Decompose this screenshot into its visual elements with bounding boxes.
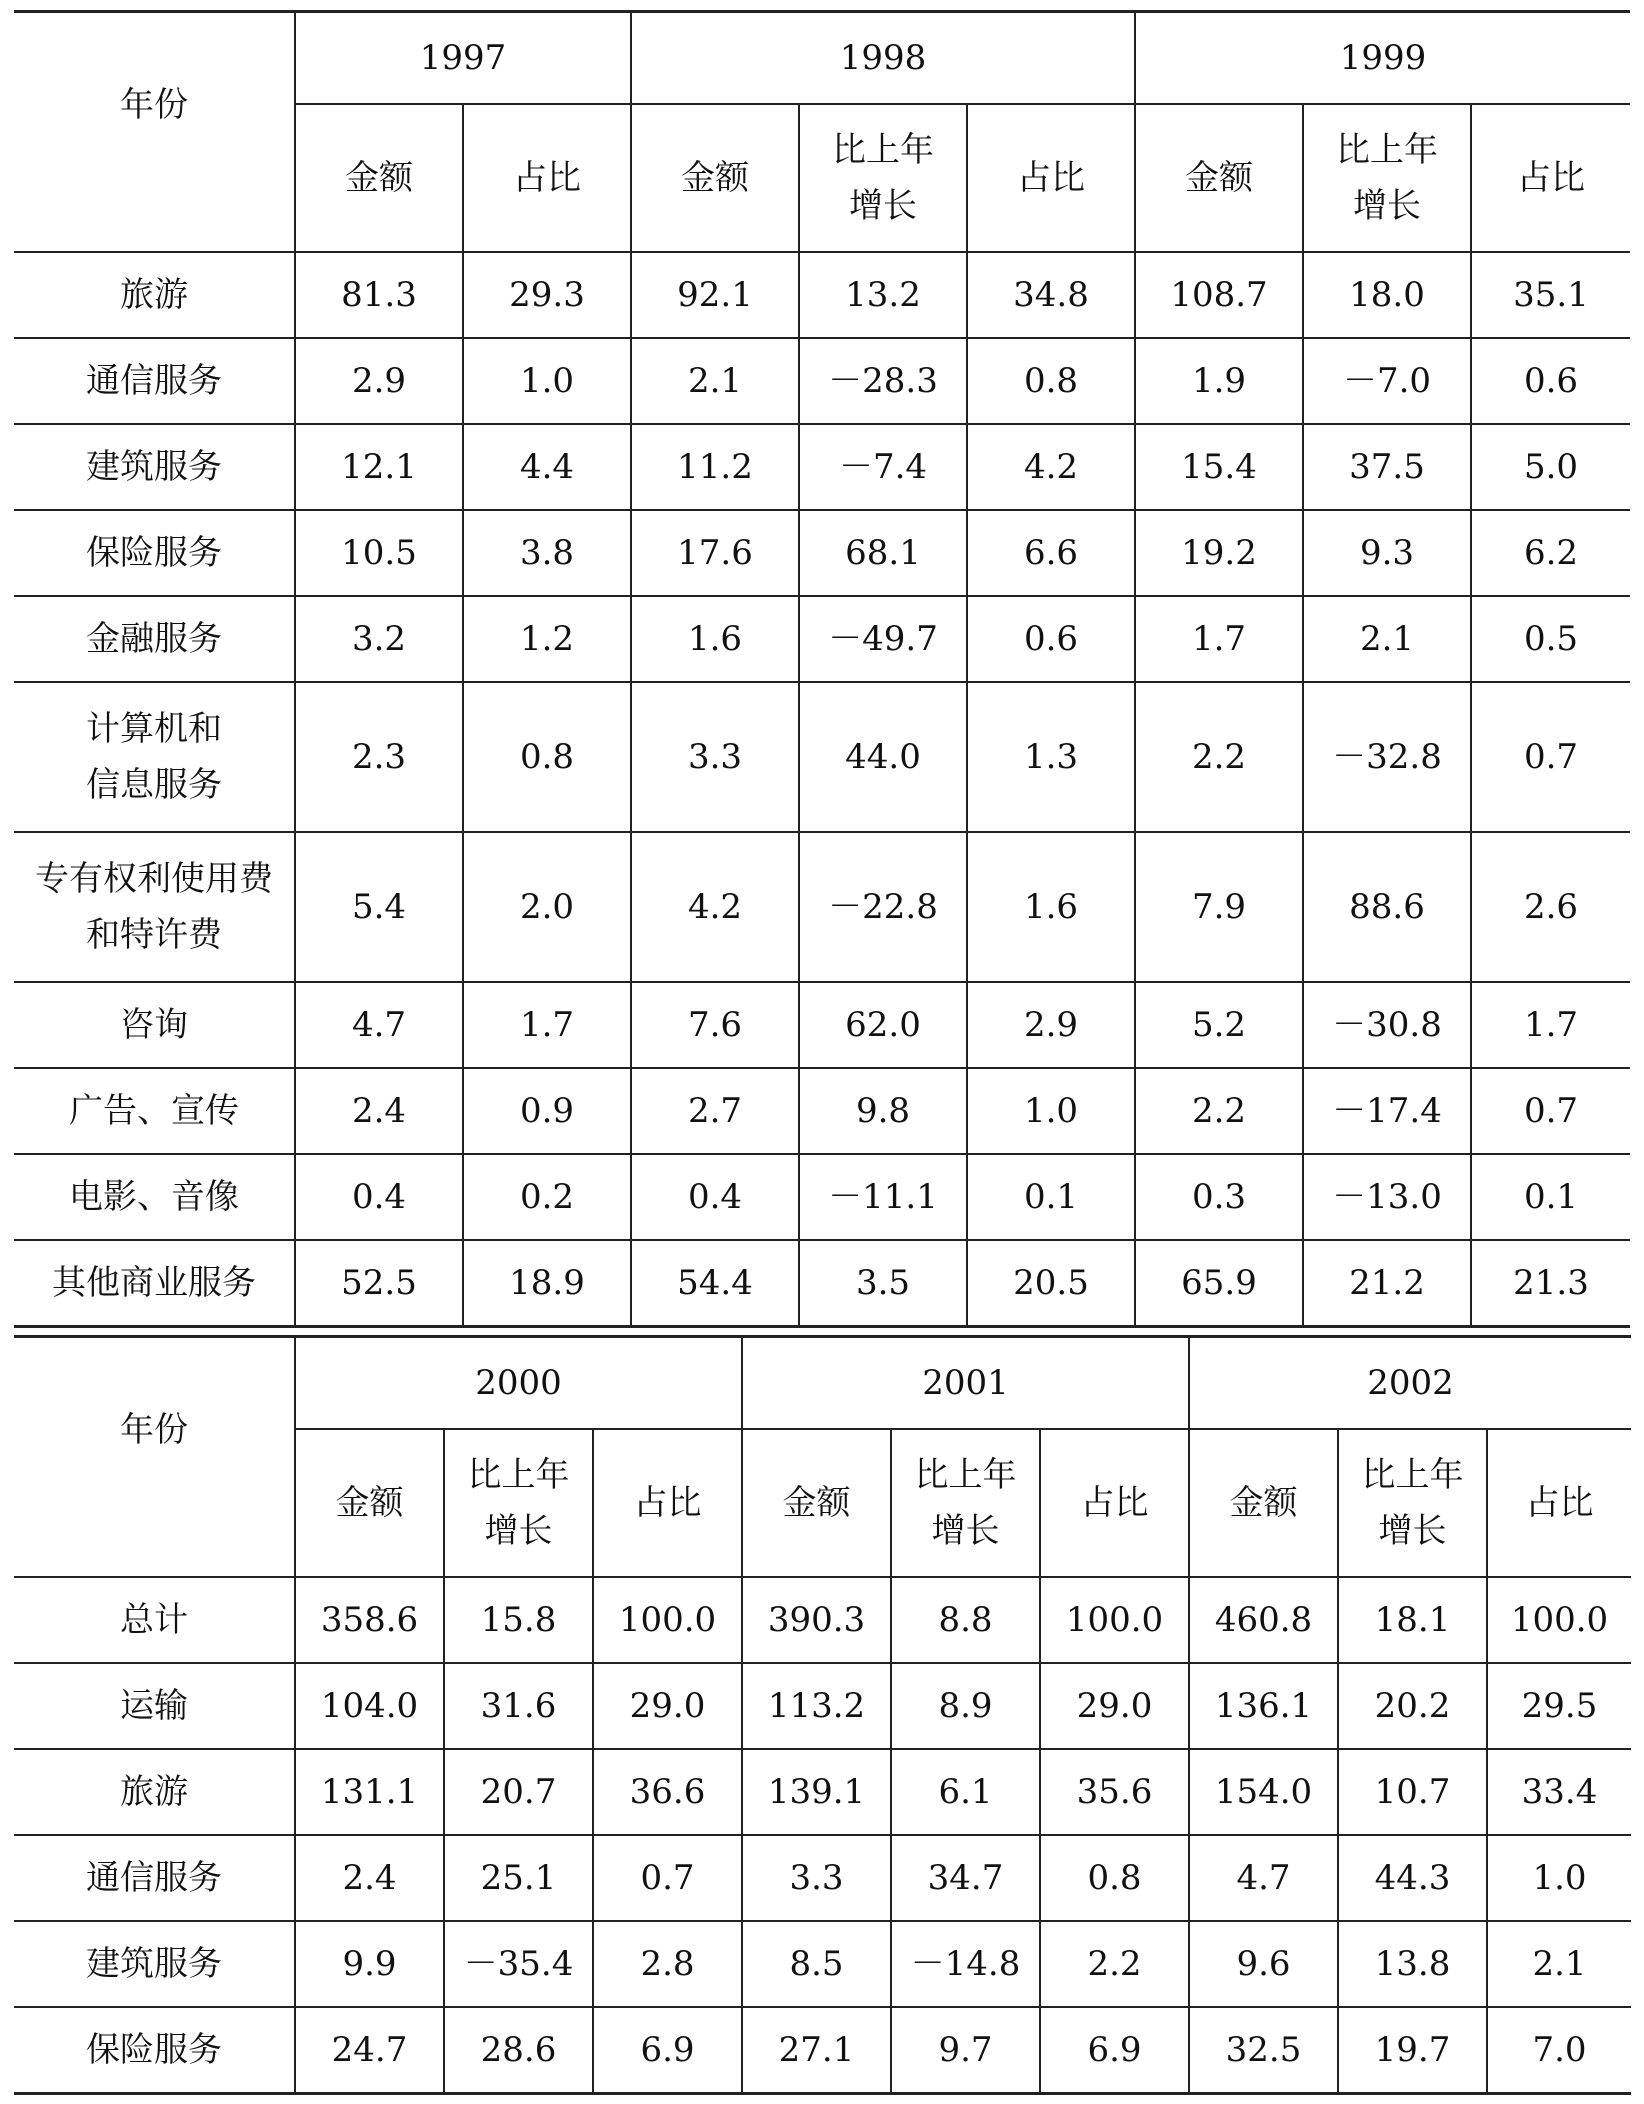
stub-header [14,1337,295,1578]
table-cell: 2.9 [295,338,463,424]
table-cell: 6.2 [1471,510,1630,596]
table-separator [14,1328,1630,1335]
table-cell: 24.7 [295,2007,444,2094]
table-row [14,982,1630,1068]
growth-label-line: 比上年 [832,130,934,170]
table-cell: 32.5 [1189,2007,1338,2094]
growth-label-line: 增长 [1378,1511,1447,1551]
row-label-line: 计算机和 [86,709,222,749]
table-cell: 0.5 [1471,596,1630,682]
row-label [14,596,295,682]
table-cell: 2.1 [1487,1921,1631,2007]
table-cell: 10.7 [1338,1749,1487,1835]
table-cell: 44.3 [1338,1835,1487,1921]
table-cell: 7.0 [1487,2007,1631,2094]
table-cell: 68.1 [799,510,967,596]
table-cell: 154.0 [1189,1749,1338,1835]
table-cell: 100.0 [1040,1577,1189,1663]
stub-header-label: 年份 [120,85,188,125]
table-cell: 3.2 [295,596,463,682]
table-row [14,424,1630,510]
table-cell: 2.4 [295,1835,444,1921]
table-cell: 19.2 [1135,510,1303,596]
table-cell: 2.1 [631,338,799,424]
table-cell: 29.0 [1040,1663,1189,1749]
table-cell: －7.0 [1303,338,1471,424]
table-cell: 1.3 [967,682,1135,832]
table-cell: －22.8 [799,832,967,982]
table-cell: 62.0 [799,982,967,1068]
year-header-2001: 2001 [742,1337,1189,1430]
row-label: 旅游 [14,1749,295,1835]
table-cell: 8.8 [891,1577,1040,1663]
row-label [14,510,295,596]
col-header-share: 占比 [967,104,1135,252]
table-cell: 54.4 [631,1240,799,1327]
table-cell: 21.2 [1303,1240,1471,1327]
table-cell: 52.5 [295,1240,463,1327]
table-cell: 1.7 [463,982,631,1068]
col-header-amount: 金额 [631,104,799,252]
table-cell: 2.7 [631,1068,799,1154]
table-cell: 7.6 [631,982,799,1068]
table-cell: 18.1 [1338,1577,1487,1663]
table-cell: 3.5 [799,1240,967,1327]
table-cell: 6.6 [967,510,1135,596]
table-cell: 0.7 [1471,1068,1630,1154]
table-cell: 15.8 [444,1577,593,1663]
table-cell: －35.4 [444,1921,593,2007]
row-label [14,832,295,982]
row-label: 建筑服务 [14,1921,295,2007]
table-cell: 0.8 [967,338,1135,424]
table-cell: 8.9 [891,1663,1040,1749]
table-cell: 3.8 [463,510,631,596]
table-cell: 37.5 [1303,424,1471,510]
table-cell: 1.0 [967,1068,1135,1154]
table-cell: 9.7 [891,2007,1040,2094]
row-label-line: 金融服务 [86,619,222,659]
table-cell: 9.8 [799,1068,967,1154]
growth-label-line: 比上年 [1361,1455,1464,1495]
table-row [14,1663,1631,1749]
table-cell: 358.6 [295,1577,444,1663]
col-header-growth [891,1429,1040,1577]
table-cell: 11.2 [631,424,799,510]
table-cell: 0.2 [463,1154,631,1240]
table-cell: 100.0 [1487,1577,1631,1663]
row-label [14,982,295,1068]
table-cell: 2.0 [463,832,631,982]
table-cell: －7.4 [799,424,967,510]
table-cell: 29.5 [1487,1663,1631,1749]
table-cell: 139.1 [742,1749,891,1835]
row-label-line: 旅游 [120,275,188,315]
growth-label-line: 增长 [1353,186,1421,226]
table-cell: 0.9 [463,1068,631,1154]
table-row [14,2007,1631,2094]
col-header-growth [1338,1429,1487,1577]
table-cell: 25.1 [444,1835,593,1921]
col-header-growth [799,104,967,252]
table-row [14,1240,1630,1327]
table-cell: 4.7 [1189,1835,1338,1921]
table-cell: 0.7 [1471,682,1630,832]
row-label [14,1068,295,1154]
row-label-line: 其他商业服务 [52,1263,256,1303]
row-label-line: 保险服务 [86,533,222,573]
row-label-line: 广告、宣传 [69,1091,239,1131]
table-cell: 81.3 [295,252,463,338]
row-label: 运输 [14,1663,295,1749]
table-cell: 460.8 [1189,1577,1338,1663]
row-label-line: 咨询 [120,1005,188,1045]
table-cell: 136.1 [1189,1663,1338,1749]
table-cell: 5.0 [1471,424,1630,510]
table-cell: －14.8 [891,1921,1040,2007]
growth-label-line: 增长 [849,186,917,226]
table-cell: 2.2 [1040,1921,1189,2007]
table-cell: 4.7 [295,982,463,1068]
table-cell: 15.4 [1135,424,1303,510]
table-row [14,682,1630,832]
table-cell: 27.1 [742,2007,891,2094]
table-cell: 7.9 [1135,832,1303,982]
year-header-1998: 1998 [631,12,1135,105]
table-cell: 1.0 [1487,1835,1631,1921]
table-cell: 65.9 [1135,1240,1303,1327]
table-cell: －17.4 [1303,1068,1471,1154]
row-label [14,1240,295,1327]
table-cell: 2.6 [1471,832,1630,982]
col-header-amount: 金额 [742,1429,891,1577]
col-header-share: 占比 [1471,104,1630,252]
table-row [14,1835,1631,1921]
table-cell: 13.2 [799,252,967,338]
table-cell: 1.6 [967,832,1135,982]
col-header-share: 占比 [1487,1429,1631,1577]
table-cell: 108.7 [1135,252,1303,338]
table-cell: 100.0 [593,1577,742,1663]
row-label-line: 专有权利使用费 [35,859,273,899]
table-cell: 20.7 [444,1749,593,1835]
table-cell: 2.2 [1135,682,1303,832]
table-cell: 0.6 [1471,338,1630,424]
table-cell: 9.6 [1189,1921,1338,2007]
table-cell: 0.6 [967,596,1135,682]
statistics-page [14,10,1630,2095]
table-cell: 4.2 [967,424,1135,510]
table-cell: 0.4 [295,1154,463,1240]
col-header-growth [444,1429,593,1577]
table-row [14,1921,1631,2007]
table-cell: 9.3 [1303,510,1471,596]
table-cell: 1.7 [1471,982,1630,1068]
table-cell: 20.2 [1338,1663,1487,1749]
table-cell: 13.8 [1338,1921,1487,2007]
col-header-share: 占比 [463,104,631,252]
table-cell: 9.9 [295,1921,444,2007]
year-header-2000: 2000 [295,1337,742,1430]
col-header-amount: 金额 [295,104,463,252]
col-header-growth [1303,104,1471,252]
table-cell: 18.9 [463,1240,631,1327]
table-cell: 5.4 [295,832,463,982]
table-cell: 29.0 [593,1663,742,1749]
table-row [14,252,1630,338]
table-cell: 1.9 [1135,338,1303,424]
row-label-line: 建筑服务 [86,447,222,487]
row-label [14,252,295,338]
table-cell: 1.2 [463,596,631,682]
table-cell: 35.6 [1040,1749,1189,1835]
table-cell: 104.0 [295,1663,444,1749]
table-cell: 1.7 [1135,596,1303,682]
row-label-line: 电影、音像 [69,1177,239,1217]
table-cell: 0.3 [1135,1154,1303,1240]
table-cell: 131.1 [295,1749,444,1835]
row-label [14,338,295,424]
table-cell: 44.0 [799,682,967,832]
table-cell: 18.0 [1303,252,1471,338]
table-row [14,1749,1631,1835]
table-cell: 19.7 [1338,2007,1487,2094]
table-cell: 3.3 [742,1835,891,1921]
table-row [14,338,1630,424]
row-label [14,682,295,832]
table-cell: 10.5 [295,510,463,596]
table-cell: 390.3 [742,1577,891,1663]
table-cell: 8.5 [742,1921,891,2007]
row-label-line: 信息服务 [86,765,222,805]
table-row [14,1577,1631,1663]
table-cell: 36.6 [593,1749,742,1835]
table-row [14,510,1630,596]
table-row [14,832,1630,982]
table-cell: 2.4 [295,1068,463,1154]
table-cell: 1.6 [631,596,799,682]
table-cell: 5.2 [1135,982,1303,1068]
col-header-amount: 金额 [1135,104,1303,252]
row-label: 保险服务 [86,2030,222,2070]
table-row [14,596,1630,682]
table-cell: 6.1 [891,1749,1040,1835]
table-cell: 113.2 [742,1663,891,1749]
table-cell: 2.9 [967,982,1135,1068]
table-cell: 0.8 [1040,1835,1189,1921]
table-cell: 4.2 [631,832,799,982]
table-cell: 20.5 [967,1240,1135,1327]
services-table-1997-1999 [14,10,1630,1328]
table-cell: 2.2 [1135,1068,1303,1154]
stub-header [14,12,295,253]
table-cell: 0.4 [631,1154,799,1240]
row-label: 通信服务 [14,1835,295,1921]
table-cell: 88.6 [1303,832,1471,982]
table-cell: 92.1 [631,252,799,338]
table-cell: －28.3 [799,338,967,424]
table-cell: 6.9 [1040,2007,1189,2094]
row-label: 总计 [14,1577,295,1663]
row-label-line: 通信服务 [86,361,222,401]
table-cell: 3.3 [631,682,799,832]
table-cell: －32.8 [1303,682,1471,832]
row-label [14,424,295,510]
table-cell: 0.7 [593,1835,742,1921]
table-cell: 1.0 [463,338,631,424]
table-cell: 21.3 [1471,1240,1630,1327]
table-cell: 0.1 [1471,1154,1630,1240]
table-cell: 33.4 [1487,1749,1631,1835]
table-cell: －11.1 [799,1154,967,1240]
table-row [14,1154,1630,1240]
stub-header-label: 年份 [120,1410,188,1450]
table-cell: 0.8 [463,682,631,832]
row-label-line: 和特许费 [86,915,222,955]
growth-label-line: 比上年 [914,1455,1017,1495]
table-row [14,1068,1630,1154]
table-cell: 12.1 [295,424,463,510]
year-header-1999: 1999 [1135,12,1630,105]
table-cell: －13.0 [1303,1154,1471,1240]
table-cell: 17.6 [631,510,799,596]
col-header-amount: 金额 [295,1429,444,1577]
year-header-2002: 2002 [1189,1337,1631,1430]
col-header-amount: 金额 [1189,1429,1338,1577]
services-table-2000-2002 [14,1335,1631,2095]
table-cell: 0.1 [967,1154,1135,1240]
col-header-share: 占比 [1040,1429,1189,1577]
table-cell: 28.6 [444,2007,593,2094]
growth-label-line: 比上年 [467,1455,570,1495]
table-cell: 35.1 [1471,252,1630,338]
table-cell: 6.9 [593,2007,742,2094]
growth-label-line: 增长 [484,1511,553,1551]
table-cell: －30.8 [1303,982,1471,1068]
col-header-share: 占比 [593,1429,742,1577]
table-cell: 2.1 [1303,596,1471,682]
table-cell: 34.7 [891,1835,1040,1921]
table-cell: 2.3 [295,682,463,832]
year-header-1997: 1997 [295,12,631,105]
table-cell: －49.7 [799,596,967,682]
row-label [14,1154,295,1240]
table-cell: 34.8 [967,252,1135,338]
growth-label-line: 增长 [931,1511,1000,1551]
table-cell: 31.6 [444,1663,593,1749]
table-cell: 29.3 [463,252,631,338]
growth-label-line: 比上年 [1336,130,1438,170]
table-cell: 2.8 [593,1921,742,2007]
table-cell: 4.4 [463,424,631,510]
